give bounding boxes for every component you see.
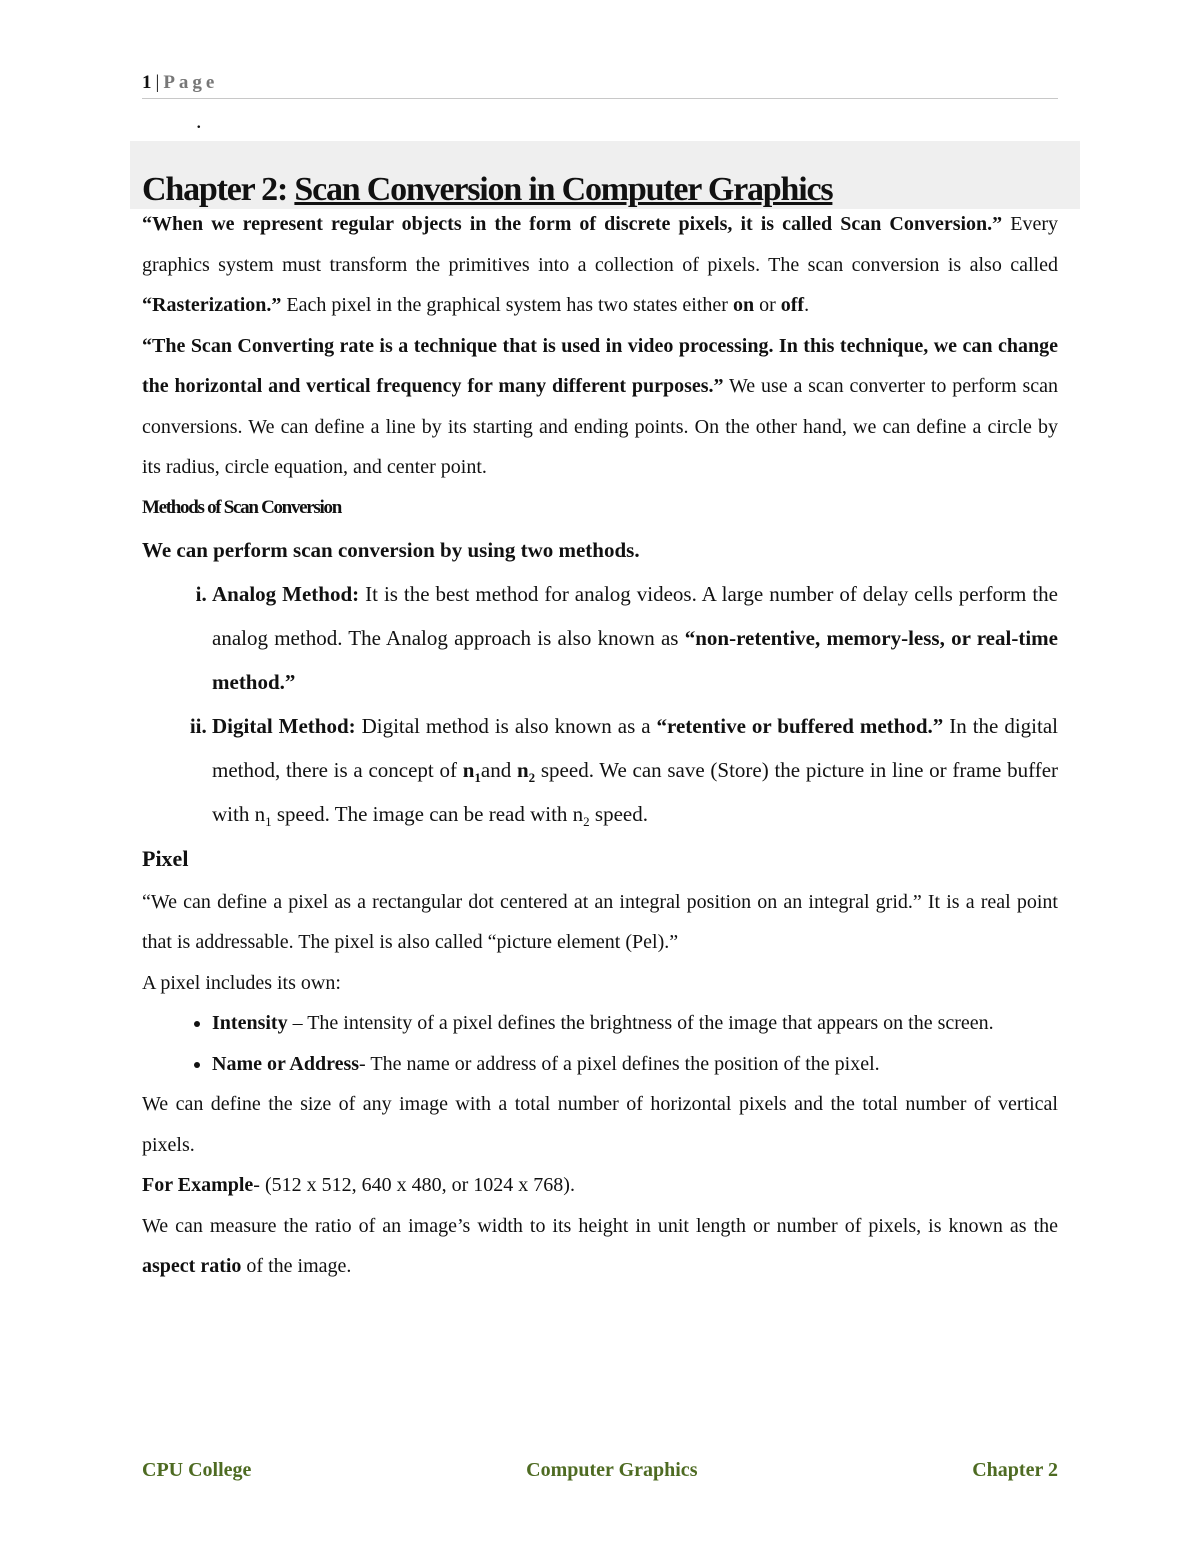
intro-paragraph bbox=[142, 204, 1058, 326]
method-text: speed. bbox=[589, 801, 648, 826]
footer-left: CPU College bbox=[142, 1459, 252, 1481]
n-symbol: n bbox=[462, 757, 475, 782]
intro-end: . bbox=[804, 294, 810, 316]
pixel-attributes-list bbox=[142, 1003, 1058, 1084]
off-term: off bbox=[780, 294, 805, 316]
pixel-attribute-item bbox=[212, 1044, 1058, 1085]
stray-dot: . bbox=[196, 108, 202, 133]
n-symbol: n bbox=[516, 757, 529, 782]
subscript-2: 2 bbox=[583, 813, 590, 829]
method-item-digital bbox=[212, 704, 1058, 836]
attribute-label: Intensity bbox=[212, 1012, 288, 1034]
chapter-title-main: Scan Conversion in Computer Graphics bbox=[294, 171, 833, 208]
document-body bbox=[142, 204, 1058, 1287]
intro-quote: “When we represent regular objects in the form of discrete pixels, it is called Scan Conversion.” bbox=[142, 213, 1003, 235]
methods-list bbox=[142, 572, 1058, 836]
pixel-attribute-item bbox=[212, 1003, 1058, 1044]
footer-center: Computer Graphics bbox=[526, 1459, 698, 1481]
scan-rate-paragraph bbox=[142, 326, 1058, 488]
aspect-ratio-paragraph bbox=[142, 1206, 1058, 1287]
aspect-text-2: of the image. bbox=[241, 1255, 352, 1277]
subscript-2: 2 bbox=[528, 769, 536, 785]
image-size-paragraph: We can define the size of any image with a total number of horizontal pixels and the total number of vertical pixels. bbox=[142, 1093, 1058, 1156]
and-word: and bbox=[480, 757, 517, 782]
methods-heading: Methods of Scan Conversion bbox=[142, 496, 341, 518]
footer-right: Chapter 2 bbox=[972, 1459, 1058, 1481]
method-text: speed. The image can be read with n bbox=[271, 801, 584, 826]
page-header bbox=[142, 72, 1058, 99]
page-word: Page bbox=[163, 72, 219, 93]
page-footer bbox=[142, 1459, 1058, 1482]
rasterization-term: “Rasterization.” bbox=[142, 294, 282, 316]
attribute-label: Name or Address bbox=[212, 1052, 360, 1075]
attribute-text: - The name or address of a pixel defines the position of the pixel. bbox=[359, 1052, 880, 1075]
method-item-analog bbox=[212, 572, 1058, 704]
or-word: or bbox=[754, 294, 781, 316]
example-text: - (512 x 512, 640 x 480, or 1024 x 768). bbox=[253, 1174, 575, 1196]
scan-rate-quote: “The Scan Converting rate is a technique that is used in video processing. In this technique, we can change the horizontal and vertical frequency for many different purposes.” bbox=[142, 334, 1058, 397]
pixel-heading: Pixel bbox=[142, 845, 189, 871]
page-separator: | bbox=[155, 72, 160, 93]
method-text: It is the best method for analog videos. A large number of delay cells perform the analog method. The Analog approach is also known as bbox=[212, 581, 1058, 650]
method-text: In the digital method, there is a concept of bbox=[212, 713, 1058, 782]
example-label: For Example bbox=[142, 1174, 254, 1196]
method-quote: “non-retentive, memory-less, or real-time method.” bbox=[212, 625, 1058, 694]
methods-lead: We can perform scan conversion by using two methods. bbox=[142, 537, 640, 562]
example-paragraph bbox=[142, 1165, 1058, 1206]
method-label: Analog Method: bbox=[212, 581, 360, 606]
intro-text-2: Each pixel in the graphical system has two states either bbox=[281, 294, 733, 316]
method-text: Digital method is also known as a bbox=[355, 713, 657, 738]
subscript-1: 1 bbox=[265, 813, 272, 829]
method-quote: “retentive or buffered method.” bbox=[656, 713, 944, 738]
aspect-text-1: We can measure the ratio of an image’s width to its height in unit length or number of pixels, is known as the bbox=[142, 1214, 1058, 1237]
method-label: Digital Method: bbox=[212, 713, 356, 738]
intro-text-1: Every graphics system must transform the primitives into a collection of pixels. The scan conversion is also called bbox=[142, 213, 1058, 276]
pixel-includes: A pixel includes its own: bbox=[142, 971, 341, 994]
subscript-1: 1 bbox=[474, 769, 481, 785]
chapter-title-prefix: Chapter 2: bbox=[142, 171, 295, 208]
scan-rate-text: We use a scan converter to perform scan conversions. We can define a line by its starting and ending points. On the other hand, we can define a circle by its radius, circle equation, and center point. bbox=[142, 375, 1058, 478]
page-number: 1 bbox=[142, 72, 152, 93]
pixel-definition: “We can define a pixel as a rectangular dot centered at an integral position on an integral grid.” It is a real point that is addressable. The pixel is also called “picture element (Pel).” bbox=[142, 890, 1058, 953]
aspect-ratio-term: aspect ratio bbox=[142, 1255, 242, 1277]
on-term: on bbox=[732, 294, 755, 316]
method-text: speed. We can save (Store) the picture in line or frame buffer with n bbox=[212, 757, 1059, 826]
attribute-text: – The intensity of a pixel defines the brightness of the image that appears on the screen. bbox=[287, 1012, 994, 1034]
